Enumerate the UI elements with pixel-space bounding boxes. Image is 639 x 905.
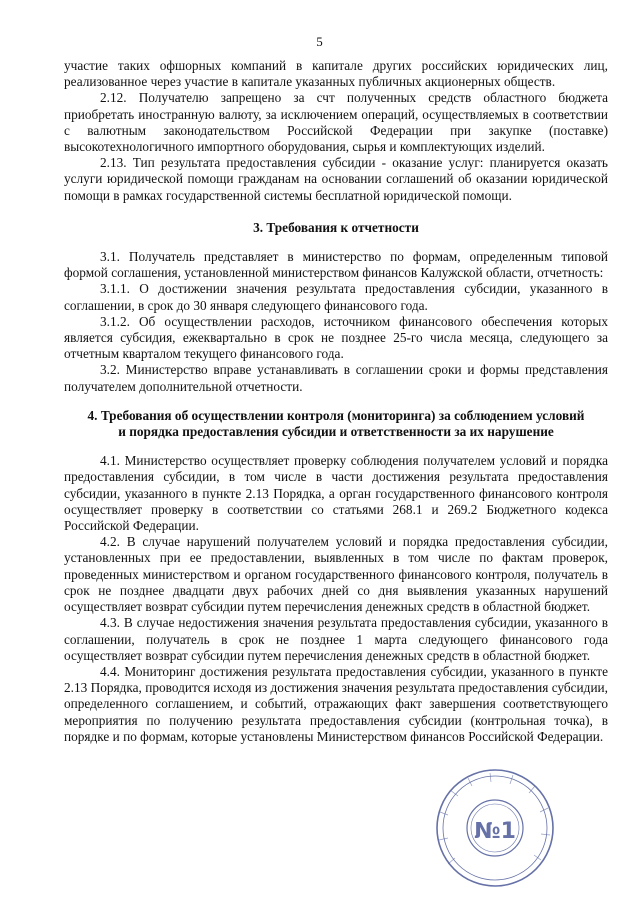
document-body (64, 58, 608, 745)
section-4-heading-line1: 4. Требования об осуществлении контроля (мониторинга) за соблюдением условий (87, 407, 585, 423)
paragraph-3-1-1: 3.1.1. О достижении значения результата предоставления субсидии, указанного в соглашении, в срок до 30 января следующего финансового года. (64, 281, 608, 313)
paragraph-4-2: 4.2. В случае нарушений получателем условий и порядка предоставления субсидии, установленных при ее предоставлении, выявленных в том числе по фактам проверок, проведенных министерством и органом государственного финансового контроля, получатель в срок не позднее двадцати двух рабочих дней со дня выявления указанных нарушений осуществляет возврат субсидии путем перечисления денежных средств в областной бюджет. (64, 534, 608, 615)
official-seal-stamp (410, 760, 580, 890)
page-number: 5 (316, 34, 323, 49)
section-3-heading: 3. Требования к отчетности (253, 219, 419, 235)
paragraph-4-3: 4.3. В случае недостижения значения результата предоставления субсидии, указанного в соглашении, получатель в срок не позднее 1 марта следующего финансового года осуществляет возврат субсидии путем перечисления денежных средств в областной бюджет. (64, 615, 608, 663)
paragraph-4-4: 4.4. Мониторинг достижения результата предоставления субсидии, указанного в пункте 2.13 Порядка, проводится исходя из достижения значения результата предоставления субсидии, определенного соглашением, и событий, отражающих факт завершения соответствующего мероприятия по получению результата предоставления субсидии (контрольная точка), в порядке и по формам, которые установлены Министерством финансов Российской Федерации. (64, 663, 608, 744)
paragraph-3-2: 3.2. Министерство вправе устанавливать в соглашении сроки и формы представления получателем дополнительной отчетности. (64, 362, 608, 394)
section-4-heading (64, 408, 608, 440)
section-4-heading-line2: и порядка предоставления субсидии и ответственности за их нарушение (118, 424, 554, 440)
paragraph-2-13: 2.13. Тип результата предоставления субсидии - оказание услуг: планируется оказать услуги юридической помощи гражданам на основании соглашений об оказании юридической помощи в рамках государственной системы бесплатной юридической помощи. (64, 155, 608, 203)
paragraph-4-1: 4.1. Министерство осуществляет проверку соблюдения получателем условий и порядка предоставления субсидии, в том числе в части достижения результата предоставления субсидии, указанного в пункте 2.13 Порядка, а орган государственного финансового контроля осуществляет проверку в соответствии со статьями 268.1 и 269.2 Бюджетного кодекса Российской Федерации. (64, 453, 608, 534)
paragraph-3-1: 3.1. Получатель представляет в министерство по формам, определенным типовой формой соглашения, установленной министерством финансов Калужской области, отчетность: (64, 249, 608, 281)
paragraph-3-1-2: 3.1.2. Об осуществлении расходов, источником финансового обеспечения которых является субсидия, ежеквартально в срок не позднее 25-го числа месяца, следующего за отчетным кварталом текущего финансового года. (64, 313, 608, 362)
paragraph-2-12: 2.12. Получателю запрещено за счт полученных средств областного бюджета приобретать иностранную валюту, за исключением операций, осуществляемых в соответствии с валютным законодательством Российской Федерации при закупке (поставке) высокотехнологичного импортного оборудования, сырья и комплектующих изделий. (64, 90, 608, 155)
stamp-number: №1 (474, 819, 516, 844)
paragraph-continuation: участие таких офшорных компаний в капитале других российских юридических лиц, реализованное через участие в капитале указанных публичных акционерных обществ. (64, 58, 608, 90)
